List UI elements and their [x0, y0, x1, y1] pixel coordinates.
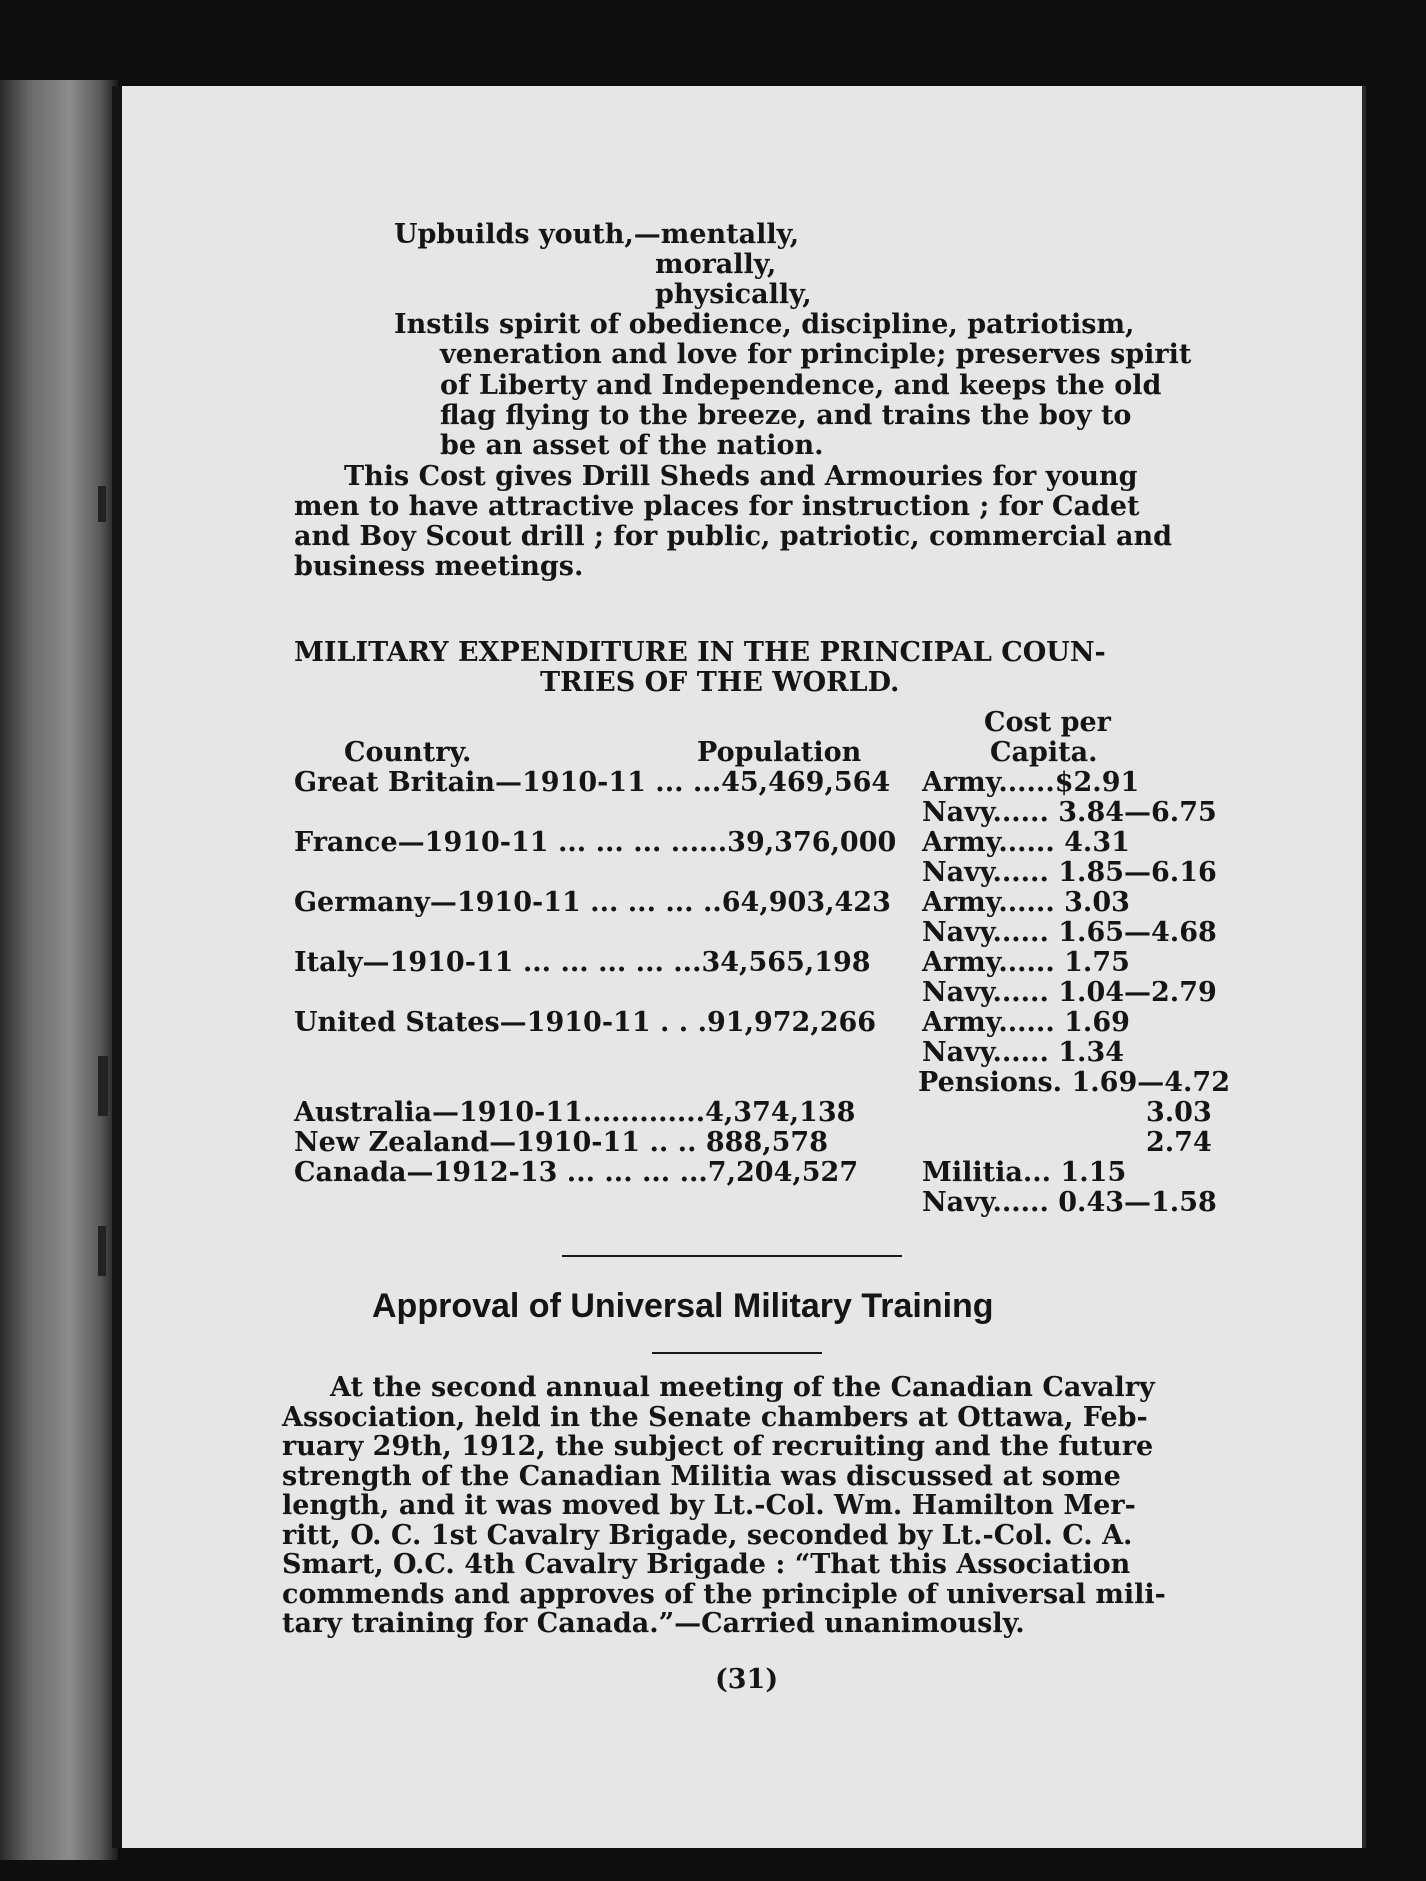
header-country: Country. [344, 737, 472, 768]
section-paragraph-line: tary training for Canada.”—Carried unanimously. [282, 1608, 1025, 1639]
table-row-country: Italy—1910-11 ... ... ... ... ...34,565,198 [294, 947, 871, 978]
table-title: MILITARY EXPENDITURE IN THE PRINCIPAL COUN- [294, 637, 1106, 668]
table-row-cost: Pensions. 1.69—4.72 [918, 1067, 1231, 1098]
table-row-country: New Zealand—1910-11 .. .. 888,578 [294, 1127, 828, 1158]
table-row-country: France—1910-11 ... ... ... ......39,376,000 [294, 827, 897, 858]
table-row-country: Australia—1910-11.............4,374,138 [294, 1097, 856, 1128]
table-row-cost: Navy...... 0.43—1.58 [922, 1187, 1217, 1218]
table-row-cost: Navy...... 3.84—6.75 [922, 797, 1217, 828]
intro-line-morally: morally, [655, 249, 777, 280]
section-paragraph-line: Association, held in the Senate chambers at Ottawa, Feb- [282, 1402, 1148, 1433]
cost-paragraph-line: This Cost gives Drill Sheds and Armouries for young [344, 461, 1138, 492]
section-heading: Approval of Universal Military Training [372, 1287, 994, 1325]
table-row-country: Canada—1912-13 ... ... ... ...7,204,527 [294, 1157, 859, 1188]
header-cost: Cost per [984, 707, 1111, 738]
header-population: Population [697, 737, 862, 768]
section-paragraph-line: length, and it was moved by Lt.-Col. Wm. Hamilton Mer- [282, 1490, 1136, 1521]
table-row-cost: 3.03 [1146, 1097, 1212, 1128]
section-divider [562, 1255, 902, 1257]
binding-mark [98, 1226, 106, 1276]
cost-paragraph-line: men to have attractive places for instruction ; for Cadet [294, 491, 1140, 522]
table-row-cost: Navy...... 1.65—4.68 [922, 917, 1217, 948]
section-paragraph-line: At the second annual meeting of the Canadian Cavalry [330, 1372, 1155, 1403]
heading-underline [652, 1352, 822, 1354]
table-row-cost: Army......$2.91 [922, 767, 1140, 798]
table-title: TRIES OF THE WORLD. [540, 667, 900, 698]
table-row-cost: 2.74 [1146, 1127, 1212, 1158]
intro-paragraph-line: veneration and love for principle; preserves spirit [440, 339, 1192, 370]
intro-paragraph-line: Instils spirit of obedience, discipline, patriotism, [394, 309, 1135, 340]
section-paragraph-line: ruary 29th, 1912, the subject of recruiting and the future [282, 1431, 1154, 1462]
intro-line-mentally: Upbuilds youth,—mentally, [394, 219, 800, 250]
cost-paragraph-line: business meetings. [294, 551, 584, 582]
binding-mark [98, 1056, 108, 1116]
cost-paragraph-line: and Boy Scout drill ; for public, patriotic, commercial and [294, 521, 1172, 552]
document-page [112, 86, 1366, 1848]
table-row-country: Germany—1910-11 ... ... ... ..64,903,423 [294, 887, 891, 918]
section-paragraph-line: Smart, O.C. 4th Cavalry Brigade : “That this Association [282, 1549, 1131, 1580]
table-row-cost: Army...... 1.75 [922, 947, 1130, 978]
header-cost: Capita. [990, 737, 1098, 768]
table-row-cost: Army...... 3.03 [922, 887, 1130, 918]
table-row-country: Great Britain—1910-11 ... ...45,469,564 [294, 767, 891, 798]
section-paragraph-line: ritt, O. C. 1st Cavalry Brigade, seconded by Lt.-Col. C. A. [282, 1520, 1133, 1551]
table-row-cost: Navy...... 1.04—2.79 [922, 977, 1217, 1008]
table-row-cost: Navy...... 1.34 [922, 1037, 1125, 1068]
intro-paragraph-line: be an asset of the nation. [440, 430, 824, 461]
intro-paragraph-line: of Liberty and Independence, and keeps the old [440, 370, 1162, 401]
table-row-cost: Army...... 1.69 [922, 1007, 1130, 1038]
page-number: (31) [715, 1664, 779, 1695]
adjacent-page-edge [0, 80, 118, 1860]
intro-paragraph-line: flag flying to the breeze, and trains the boy to [440, 400, 1132, 431]
table-row-cost: Navy...... 1.85—6.16 [922, 857, 1217, 888]
intro-line-physically: physically, [655, 279, 812, 310]
table-row-country: United States—1910-11 . . .91,972,266 [294, 1007, 877, 1038]
table-row-cost: Army...... 4.31 [922, 827, 1130, 858]
table-row-cost: Militia... 1.15 [922, 1157, 1127, 1188]
section-paragraph-line: commends and approves of the principle of universal mili- [282, 1579, 1166, 1610]
section-paragraph-line: strength of the Canadian Militia was discussed at some [282, 1461, 1121, 1492]
binding-mark [98, 486, 106, 522]
